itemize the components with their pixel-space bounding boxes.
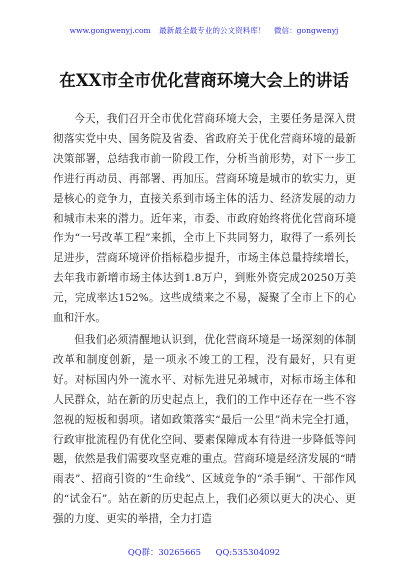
paragraph-2: 但我们必须清醒地认识到，优化营商环境是一场深刻的体制改革和制度创新，是一项永不竣工的工程，没有最好，只有更好。对标国内外一流水平、对标先进兄弟城市，对标市场主体和人民群众，站在新的历史起点上，我们的工作中还存在一些不容忽视的短板和弱项。诸如政策落实“最后一公里”尚未完全打通，行政审批流程仍有优化空间、要素保障成本有待进一步降低等问题，依然是我们需要攻坚克难的重点。营商环境是经济发展的“晴雨表”、招商引资的“生命线”、区域竞争的“杀手锏”、干部作风的“试金石”。站在新的历史起点上，我们必须以更大的决心、更强的力度、更实的举措，全力打造 bbox=[53, 334, 356, 526]
contact-footer bbox=[0, 546, 408, 558]
site-header bbox=[0, 26, 408, 36]
site-url-link[interactable]: www.gongwenyj.com bbox=[69, 26, 151, 35]
wechat-contact: 微信：gongwenyj bbox=[273, 26, 339, 35]
qq-number: QQ:535304092 bbox=[215, 547, 281, 557]
document-title: 在XX市全市优化营商环境大会上的讲话 bbox=[59, 71, 349, 90]
paragraph-1: 今天，我们召开全市优化营商环境大会，主要任务是深入贯彻落实党中央、国务院及省委、省政府关于优化营商环境的最新决策部署，总结我市前一阶段工作，分析当前形势，对下一步工作进行再动员、再部署、再加压。营商环境是城市的软实力，更是核心的竞争力，直接关系到市场主体的活力、经济发展的动力和城市未来的潜力。近年来，市委、市政府始终将优化营商环境作为“一号改革工程”来抓，全市上下共同努力，取得了一系列长足进步，营商环境评价指标稳步提升，市场主体总量持续增长，去年我市新增市场主体达到1.8万户，到账外资完成20250万美元，完成率达152%。这些成绩来之不易，凝聚了全市上下的心血和汗水。 bbox=[53, 113, 356, 325]
site-slogan: 最新最全最专业的公文资料库！ bbox=[159, 26, 266, 35]
qq-group-number: QQ群：30265665 bbox=[127, 547, 201, 557]
